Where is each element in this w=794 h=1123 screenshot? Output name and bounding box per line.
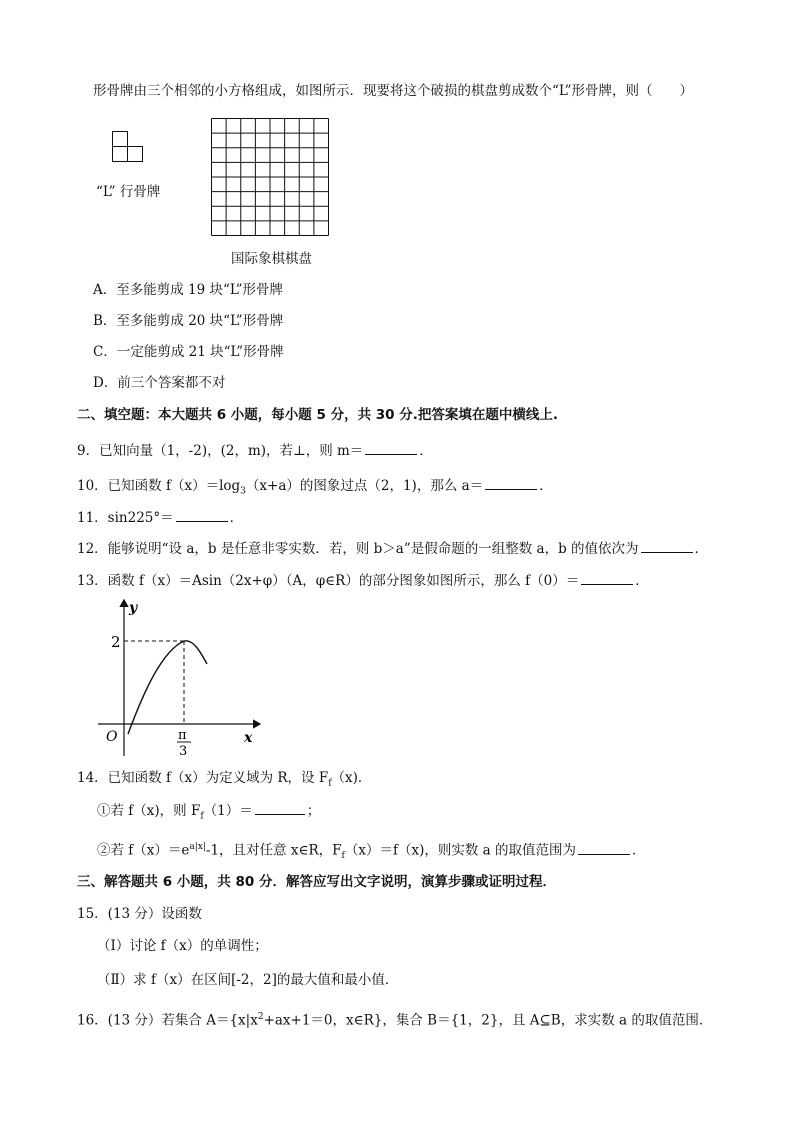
question-13: 13．函数 f（x）＝Asin（2x+φ）（A，φ∈R）的部分图象如图所示，那么 f（0）＝ ．: [77, 573, 649, 589]
q8-option-c: C．一定能剪成 21 块“L”形骨牌: [93, 344, 284, 360]
section-3-heading: 三、解答题共 6 小题，共 80 分．解答应写出文字说明，演算步骤或证明过程．: [77, 874, 556, 890]
section-2-heading: 二、填空题：本大题共 6 小题，每小题 5 分，共 30 分.把答案填在题中横线上.: [77, 407, 559, 423]
l-piece-figure: [112, 131, 144, 163]
q8-option-d: D．前三个答案都不对: [93, 375, 226, 391]
origin-label: O: [106, 729, 118, 745]
x-axis-label: x: [244, 730, 253, 746]
sine-curve: [128, 641, 207, 734]
question-10: 10．已知函数 $f(x)=\log_3(x+a)$的图象过点（2，1)，那么 a＝ ．: [77, 478, 553, 497]
question-14-stem: 14．已知函数 f（x）为定义域为 R，设 $F_f(x)$．: [77, 770, 372, 789]
question-14-part-1: ①若 f（x)，则 $F_f(1)=$ ；: [97, 803, 321, 822]
q8-tail-text: 形骨牌由三个相邻的小方格组成，如图所示．现要将这个破损的棋盘剪成数个“L”形骨牌，则（ ）: [93, 83, 694, 99]
chessboard-label: 国际象棋棋盘: [231, 251, 312, 267]
q8-option-a: A．至多能剪成 19 块“L”形骨牌: [93, 282, 284, 298]
q8-option-b: B．至多能剪成 20 块“L”形骨牌: [93, 313, 284, 329]
question-12: 12．能够说明“设 a，b 是任意非零实数．若，则 b＞a”是假命题的一组整数 a，b 的值依次为 ．: [77, 541, 709, 557]
y-axis-label: y: [129, 600, 138, 616]
max-value-label: 2: [111, 633, 121, 651]
chessboard-figure: [211, 118, 329, 236]
x-tick-numerator: π: [178, 728, 187, 743]
question-15-part-1: （Ⅰ）讨论 f（x）的单调性；: [97, 938, 268, 954]
question-15-part-2: （Ⅱ）求 f（x）在区间[-2，2]的最大值和最小值．: [97, 972, 399, 988]
question-9: 9．已知向量（1，-2)，(2，m)，若⊥，则 m＝ ．: [77, 443, 433, 459]
l-piece-label: “L” 行骨牌: [96, 184, 161, 200]
x-tick-denominator: 3: [179, 744, 188, 759]
question-14-part-2: ②若 $f(x)=e^{a|x|}-1$，且对任意 x∈R，$F_f(x)=f(x)$，则实数 a 的取值范围为 ．: [97, 842, 646, 862]
sine-graph: [96, 596, 266, 762]
question-15-stem: 15．(13 分）设函数: [77, 906, 202, 922]
question-16: 16．(13 分）若集合 $A=\{x|x^2+ax+1=0$，x∈R}，集合 B＝{1，2}，且 A⊆B，求实数 a 的取值范围．: [77, 1012, 713, 1029]
question-11: 11．sin225°＝ ．: [77, 510, 244, 526]
